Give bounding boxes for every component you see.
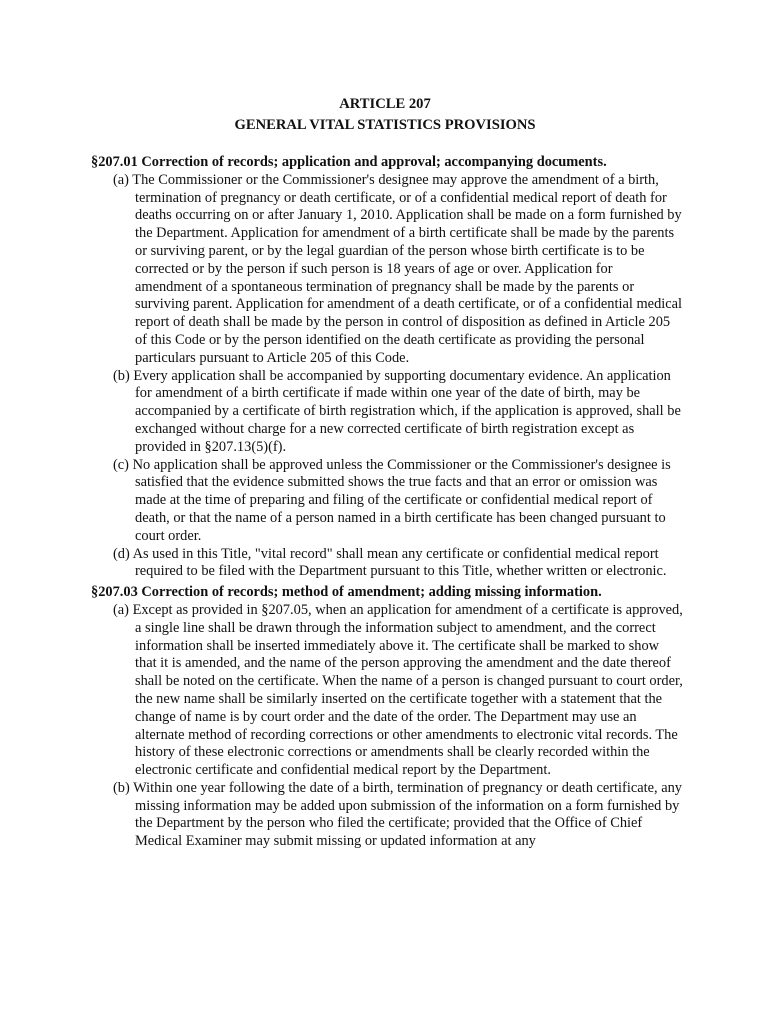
document-body [91, 154, 683, 851]
section-heading-207-03: §207.03 Correction of records; method of amendment; adding missing information. [91, 584, 602, 601]
article-title: GENERAL VITAL STATISTICS PROVISIONS [234, 117, 536, 133]
article-number: ARTICLE 207 [339, 96, 431, 112]
paragraph-207-01-d: (d) As used in this Title, "vital record" shall mean any certificate or confidential medical report required to be filed with the Department pursuant to this Title, whether written or electronic. [113, 545, 667, 580]
paragraph-207-03-b: (b) Within one year following the date of a birth, termination of pregnancy or death certificate, any missing information may be added upon submission of the information on a form furnished by the Department by the person who filed the certificate; provided that the Office of Chief Medical Examiner may submit missing or updated information at any [113, 779, 682, 850]
paragraph-207-03-a: (a) Except as provided in §207.05, when an application for amendment of a certificate is approved, a single line shall be drawn through the information subject to amendment, and the correct information shall be inserted immediately above it. The certificate shall be marked to show that it is amended, and the name of the person approving the amendment and the date thereof shall be noted on the certificate. When the name of a person is changed pursuant to court order, the new name shall be similarly inserted on the certificate together with a statement that the change of name is by court order and the date of the order. The Department may use an alternate method of recording corrections or other amendments to electronic vital records. The history of these electronic corrections or amendments shall be clearly recorded within the electronic certificate and confidential medical report by the Department. [113, 601, 683, 779]
section-heading-207-01: §207.01 Correction of records; application and approval; accompanying documents. [91, 154, 607, 170]
document-header [0, 94, 770, 136]
paragraph-207-01-b: (b) Every application shall be accompanied by supporting documentary evidence. An application for amendment of a birth certificate if made within one year of the date of birth, may be accompanied by a certificate of birth registration which, if the application is approved, shall be exchanged without charge for a new corrected certificate of birth registration except as provided in §207.13(5)(f). [113, 367, 681, 455]
paragraph-207-01-c: (c) No application shall be approved unless the Commissioner or the Commissioner's designee is satisfied that the evidence submitted shows the true facts and that an error or omission was made at the time of preparing and filing of the certificate or confidential medical report of death, or that the name of a person named in a birth certificate has been changed pursuant to court order. [113, 456, 671, 544]
paragraph-207-01-a: (a) The Commissioner or the Commissioner's designee may approve the amendment of a birth, termination of pregnancy or death certificate, or of a confidential medical report of death for deaths occurring on or after January 1, 2010. Application shall be made on a form furnished by the Department. Application for amendment of a birth certificate shall be made by the parents or surviving parent, or by the legal guardian of the person whose birth certificate is to be corrected or by the person if such person is 18 years of age or over. Application for amendment of a spontaneous termination of pregnancy shall be made by the parents or surviving parent. Application for amendment of a death certificate, or of a confidential medical report of death shall be made by the person in control of disposition as defined in Article 205 of this Code or by the person identified on the death certificate as providing the personal particulars pursuant to Article 205 of this Code. [113, 171, 683, 366]
